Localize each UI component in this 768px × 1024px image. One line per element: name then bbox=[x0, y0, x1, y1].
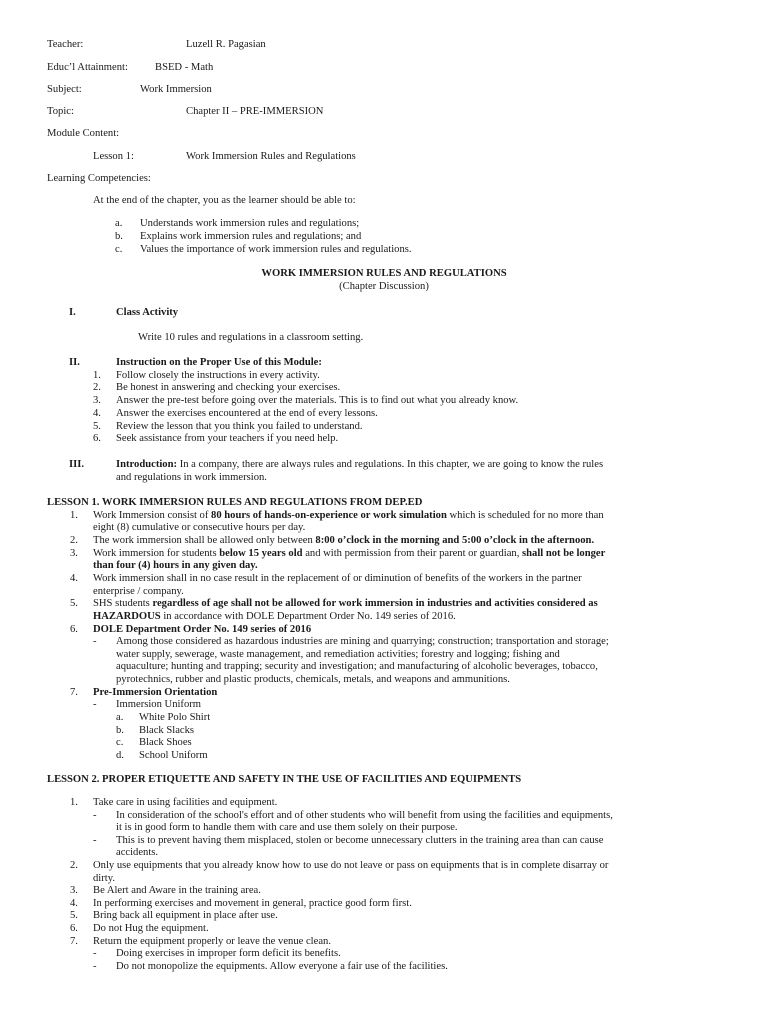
sub-item-cont: accidents. bbox=[116, 847, 159, 858]
sub-item-cont: aquaculture; hunting and trapping; security and investigation; and manufacturing of alcoholic beverages, tobacco, bbox=[116, 661, 598, 672]
lesson2-heading: LESSON 2. PROPER ETIQUETTE AND SAFETY IN THE USE OF FACILITIES AND EQUIPMENTS bbox=[47, 774, 522, 785]
list-item: Follow closely the instructions in every activity. bbox=[116, 370, 320, 381]
uniform-item: Black Shoes bbox=[139, 737, 192, 748]
attainment-label: Educ’l Attainment: bbox=[47, 62, 128, 73]
list-marker: 1. bbox=[70, 510, 78, 521]
list-marker: 5. bbox=[93, 421, 101, 432]
list-item: The work immersion shall be allowed only between 8:00 o’clock in the morning and 5:00 o’clock in the afternoon. bbox=[93, 535, 595, 546]
uniform-item: School Uniform bbox=[139, 750, 208, 761]
lesson1-heading: LESSON 1. WORK IMMERSION RULES AND REGULATIONS FROM DEP.ED bbox=[47, 497, 423, 508]
list-item-cont: HAZARDOUS in accordance with DOLE Department Order No. 149 series of 2016. bbox=[93, 611, 456, 622]
sub-item: Do not monopolize the equipments. Allow everyone a fair use of the facilities. bbox=[116, 961, 448, 972]
subject-label: Subject: bbox=[47, 84, 82, 95]
list-item: Be Alert and Aware in the training area. bbox=[93, 885, 261, 896]
dash-marker: - bbox=[93, 948, 97, 959]
uniform-item: Black Slacks bbox=[139, 725, 195, 736]
list-marker: 3. bbox=[70, 885, 78, 896]
document-subtitle: (Chapter Discussion) bbox=[339, 281, 429, 292]
introduction-label: Introduction: bbox=[116, 459, 178, 470]
uniform-marker: a. bbox=[116, 712, 124, 723]
list-marker: 2. bbox=[70, 860, 78, 871]
list-marker: 6. bbox=[70, 923, 78, 934]
competency-item: Explains work immersion rules and regulations; and bbox=[140, 231, 362, 242]
teacher-name: Luzell R. Pagasian bbox=[186, 39, 266, 50]
list-item: Work immersion shall in no case result in the replacement of or diminution of benefits of the workers in the partner bbox=[93, 573, 582, 584]
uniform-marker: d. bbox=[116, 750, 124, 761]
list-item: Answer the exercises encountered at the end of every lessons. bbox=[116, 408, 378, 419]
dash-marker: - bbox=[93, 835, 97, 846]
competencies-intro: At the end of the chapter, you as the learner should be able to: bbox=[93, 195, 356, 206]
list-item: Be honest in answering and checking your exercises. bbox=[116, 382, 341, 393]
list-marker: 1. bbox=[93, 370, 101, 381]
list-item-cont: than four (4) hours in any given day. bbox=[93, 560, 258, 571]
list-marker: 3. bbox=[93, 395, 101, 406]
uniform-marker: c. bbox=[116, 737, 124, 748]
list-item: Pre-Immersion Orientation bbox=[93, 687, 218, 698]
dash-marker: - bbox=[93, 699, 97, 710]
sub-item-cont: pyrotechnics, rubber and plastic products, chemicals, metals, and weapons and ammunitions. bbox=[116, 674, 510, 685]
list-marker: 7. bbox=[70, 687, 78, 698]
competency-marker: c. bbox=[115, 244, 123, 255]
competency-item: Understands work immersion rules and regulations; bbox=[140, 218, 360, 229]
list-marker: 6. bbox=[70, 624, 78, 635]
competencies-label: Learning Competencies: bbox=[47, 173, 151, 184]
introduction-line bbox=[116, 459, 721, 472]
list-item-cont: eight (8) cumulative or consecutive hours per day. bbox=[93, 522, 306, 533]
introduction-text: and regulations in work immersion. bbox=[116, 472, 267, 483]
document-title: WORK IMMERSION RULES AND REGULATIONS bbox=[261, 268, 507, 279]
sub-item: Doing exercises in improper form deficit its benefits. bbox=[116, 948, 341, 959]
list-marker: 5. bbox=[70, 910, 78, 921]
uniform-item: White Polo Shirt bbox=[139, 712, 211, 723]
list-item: Work Immersion consist of 80 hours of hands-on-experience or work simulation which is scheduled for no more than bbox=[93, 510, 604, 521]
competency-marker: b. bbox=[115, 231, 123, 242]
list-marker: 1. bbox=[70, 797, 78, 808]
list-marker: 3. bbox=[70, 548, 78, 559]
sub-item: Immersion Uniform bbox=[116, 699, 202, 710]
list-marker: 4. bbox=[70, 898, 78, 909]
lesson-value: Work Immersion Rules and Regulations bbox=[186, 151, 356, 162]
sub-item-cont: water supply, sewerage, waste management, and remediation activities; forestry and logging; fishing and bbox=[116, 649, 560, 660]
module-label: Module Content: bbox=[47, 128, 120, 139]
list-item: SHS students regardless of age shall not be allowed for work immersion in industries and activities considered as bbox=[93, 598, 598, 609]
sub-item-cont: it is in good form to handle them with care and use them solely on their purpose. bbox=[116, 822, 458, 833]
list-item: In performing exercises and movement in general, practice good form first. bbox=[93, 898, 412, 909]
sub-item: In consideration of the school's effort and of other students who will benefit from using the facilities and equipments, bbox=[116, 810, 613, 821]
dash-marker: - bbox=[93, 810, 97, 821]
introduction-text: In a company, there are always rules and regulations. In this chapter, we are going to know the rules bbox=[179, 459, 604, 470]
sub-item: Among those considered as hazardous industries are mining and quarrying; construction; transportation and storage; bbox=[116, 636, 609, 647]
uniform-marker: b. bbox=[116, 725, 124, 736]
list-marker: 4. bbox=[93, 408, 101, 419]
lesson-label: Lesson 1: bbox=[93, 151, 134, 162]
list-item: Only use equipments that you already know how to use do not leave or pass on equipments that is in complete disarray or bbox=[93, 860, 609, 871]
list-marker: 4. bbox=[70, 573, 78, 584]
section-title: Instruction on the Proper Use of this Module: bbox=[116, 357, 322, 368]
list-item: Return the equipment properly or leave the venue clean. bbox=[93, 936, 331, 947]
list-item: Review the lesson that you think you failed to understand. bbox=[116, 421, 363, 432]
topic-label: Topic: bbox=[47, 106, 74, 117]
list-marker: 6. bbox=[93, 433, 101, 444]
list-item: Answer the pre-test before going over the materials. This is to find out what you already know. bbox=[116, 395, 519, 406]
section-number: III. bbox=[69, 459, 85, 470]
sub-item: This is to prevent having them misplaced, stolen or become unnecessary clutters in the training area than can cause bbox=[116, 835, 604, 846]
list-item-cont: dirty. bbox=[93, 873, 115, 884]
list-item: Seek assistance from your teachers if you need help. bbox=[116, 433, 339, 444]
competency-marker: a. bbox=[115, 218, 123, 229]
list-marker: 2. bbox=[93, 382, 101, 393]
list-marker: 2. bbox=[70, 535, 78, 546]
list-item: DOLE Department Order No. 149 series of 2016 bbox=[93, 624, 312, 635]
competency-item: Values the importance of work immersion rules and regulations. bbox=[140, 244, 412, 255]
list-item: Do not Hug the equipment. bbox=[93, 923, 209, 934]
dash-marker: - bbox=[93, 636, 97, 647]
list-marker: 7. bbox=[70, 936, 78, 947]
section-number: I. bbox=[69, 307, 76, 318]
list-item: Work immersion for students below 15 years old and with permission from their parent or guardian, shall not be longer bbox=[93, 548, 606, 559]
topic-value: Chapter II – PRE-IMMERSION bbox=[186, 106, 324, 117]
list-marker: 5. bbox=[70, 598, 78, 609]
section-title: Class Activity bbox=[116, 307, 179, 318]
list-item-cont: enterprise / company. bbox=[93, 586, 184, 597]
list-item: Take care in using facilities and equipment. bbox=[93, 797, 278, 808]
section-number: II. bbox=[69, 357, 80, 368]
dash-marker: - bbox=[93, 961, 97, 972]
attainment-value: BSED - Math bbox=[155, 62, 214, 73]
list-item: Bring back all equipment in place after use. bbox=[93, 910, 278, 921]
subject-value: Work Immersion bbox=[140, 84, 212, 95]
teacher-label: Teacher: bbox=[47, 39, 84, 50]
section-text: Write 10 rules and regulations in a classroom setting. bbox=[138, 332, 364, 343]
